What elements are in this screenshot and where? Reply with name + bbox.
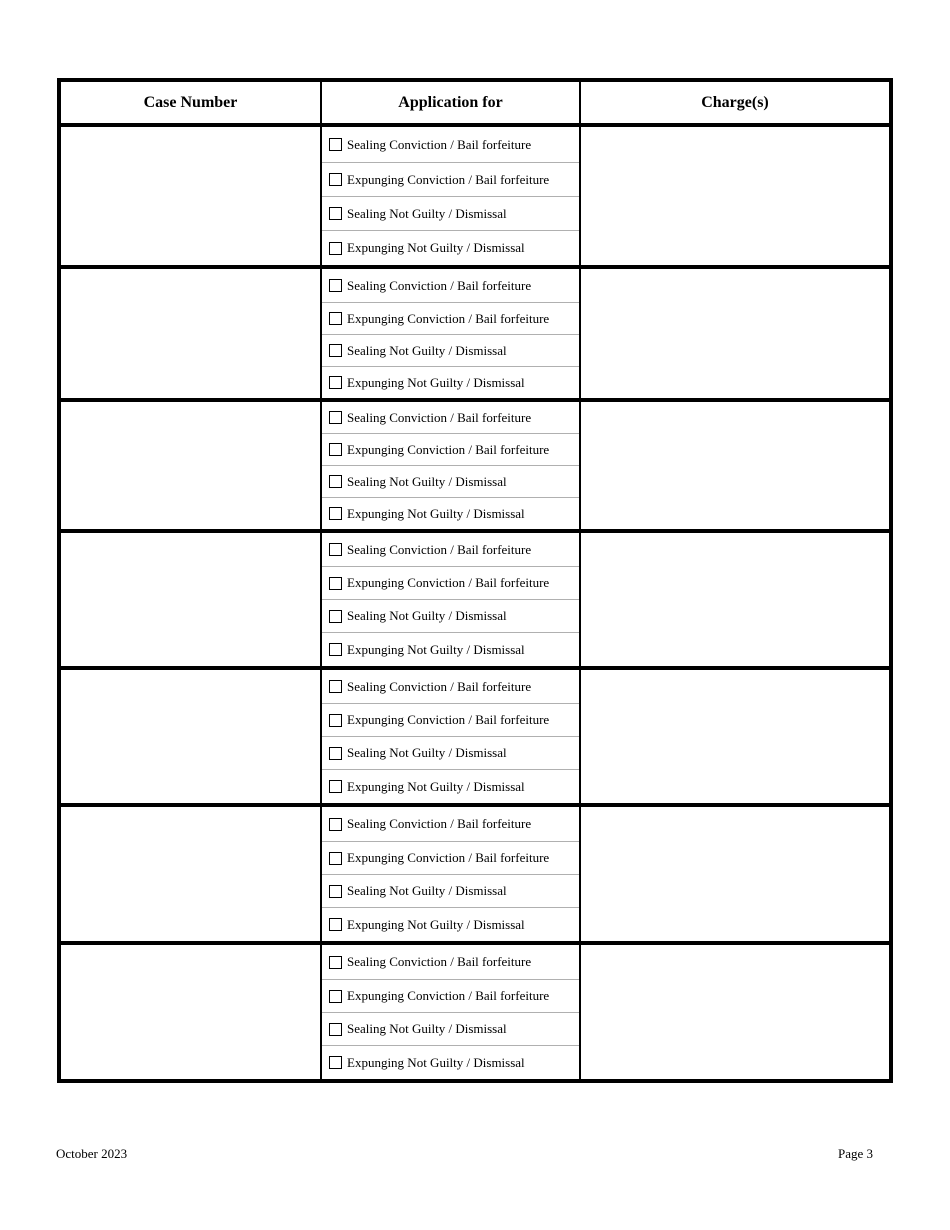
application-option[interactable]	[322, 875, 579, 908]
option-label: Sealing Conviction / Bail forfeiture	[347, 541, 532, 557]
case-number-field[interactable]	[59, 400, 321, 531]
application-option[interactable]	[322, 498, 579, 529]
application-option[interactable]	[322, 269, 579, 303]
charges-field[interactable]	[580, 943, 891, 1081]
application-option[interactable]	[322, 127, 579, 163]
table-row	[59, 267, 891, 400]
option-label: Expunging Not Guilty / Dismissal	[347, 374, 525, 390]
checkbox[interactable]	[329, 173, 342, 186]
option-label: Expunging Not Guilty / Dismissal	[347, 1054, 525, 1070]
application-option[interactable]	[322, 600, 579, 633]
application-for-cell	[321, 668, 580, 805]
application-option[interactable]	[322, 945, 579, 980]
checkbox[interactable]	[329, 138, 342, 151]
option-label: Expunging Conviction / Bail forfeiture	[347, 712, 550, 727]
checkbox[interactable]	[329, 242, 342, 255]
charges-header: Charge(s)	[580, 80, 891, 125]
application-option-list	[322, 269, 579, 398]
application-option[interactable]	[322, 163, 579, 197]
option-label: Expunging Conviction / Bail forfeiture	[347, 988, 550, 1003]
charges-field[interactable]	[580, 531, 891, 668]
charges-field[interactable]	[580, 400, 891, 531]
table-row	[59, 805, 891, 943]
option-label: Sealing Not Guilty / Dismissal	[347, 473, 507, 489]
application-option[interactable]	[322, 1013, 579, 1046]
application-option-list	[322, 533, 579, 666]
application-for-cell	[321, 531, 580, 668]
application-for-cell	[321, 805, 580, 943]
charges-field[interactable]	[580, 267, 891, 400]
application-option[interactable]	[322, 1046, 579, 1079]
checkbox[interactable]	[329, 852, 342, 865]
table-header-row	[59, 80, 891, 125]
case-number-field[interactable]	[59, 531, 321, 668]
option-label: Expunging Not Guilty / Dismissal	[347, 778, 525, 794]
application-option[interactable]	[322, 434, 579, 466]
application-for-cell	[321, 943, 580, 1081]
table-row	[59, 125, 891, 267]
option-label: Sealing Conviction / Bail forfeiture	[347, 136, 532, 152]
application-option-list	[322, 402, 579, 529]
checkbox[interactable]	[329, 956, 342, 969]
application-for-header: Application for	[321, 80, 580, 125]
checkbox[interactable]	[329, 680, 342, 693]
option-label: Sealing Not Guilty / Dismissal	[347, 745, 507, 760]
application-option[interactable]	[322, 533, 579, 567]
checkbox[interactable]	[329, 376, 342, 389]
checkbox[interactable]	[329, 714, 342, 727]
application-option[interactable]	[322, 704, 579, 737]
application-option[interactable]	[322, 402, 579, 434]
charges-field[interactable]	[580, 668, 891, 805]
checkbox[interactable]	[329, 918, 342, 931]
case-application-table	[57, 78, 893, 1083]
application-option[interactable]	[322, 335, 579, 367]
application-for-cell	[321, 400, 580, 531]
table-body	[59, 125, 891, 1081]
application-option[interactable]	[322, 231, 579, 265]
checkbox[interactable]	[329, 344, 342, 357]
option-label: Sealing Not Guilty / Dismissal	[347, 883, 507, 898]
option-label: Sealing Conviction / Bail forfeiture	[347, 816, 532, 831]
application-option-list	[322, 945, 579, 1079]
application-for-cell	[321, 267, 580, 400]
option-label: Sealing Not Guilty / Dismissal	[347, 205, 507, 221]
option-label: Expunging Not Guilty / Dismissal	[347, 916, 525, 932]
application-option[interactable]	[322, 770, 579, 803]
case-number-field[interactable]	[59, 668, 321, 805]
checkbox[interactable]	[329, 411, 342, 424]
application-option[interactable]	[322, 633, 579, 666]
option-label: Expunging Conviction / Bail forfeiture	[347, 850, 550, 865]
application-option[interactable]	[322, 908, 579, 941]
table-row	[59, 943, 891, 1081]
table-row	[59, 668, 891, 805]
checkbox[interactable]	[329, 312, 342, 325]
application-option[interactable]	[322, 980, 579, 1013]
option-label: Sealing Conviction / Bail forfeiture	[347, 954, 532, 969]
application-option-list	[322, 670, 579, 803]
option-label: Sealing Conviction / Bail forfeiture	[347, 277, 532, 293]
checkbox[interactable]	[329, 818, 342, 831]
application-option[interactable]	[322, 466, 579, 498]
option-label: Sealing Not Guilty / Dismissal	[347, 1021, 507, 1036]
checkbox[interactable]	[329, 747, 342, 760]
checkbox[interactable]	[329, 780, 342, 793]
option-label: Sealing Conviction / Bail forfeiture	[347, 409, 532, 425]
option-label: Expunging Conviction / Bail forfeiture	[347, 171, 550, 187]
case-number-field[interactable]	[59, 805, 321, 943]
checkbox[interactable]	[329, 1056, 342, 1069]
option-label: Sealing Not Guilty / Dismissal	[347, 608, 507, 623]
checkbox[interactable]	[329, 1023, 342, 1036]
option-label: Expunging Not Guilty / Dismissal	[347, 641, 525, 657]
footer-page-number: Page 3	[838, 1146, 874, 1161]
application-for-cell	[321, 125, 580, 267]
option-label: Expunging Not Guilty / Dismissal	[347, 240, 525, 255]
application-option[interactable]	[322, 807, 579, 842]
option-label: Expunging Conviction / Bail forfeiture	[347, 575, 550, 590]
checkbox[interactable]	[329, 610, 342, 623]
application-option[interactable]	[322, 197, 579, 231]
option-label: Sealing Conviction / Bail forfeiture	[347, 678, 532, 694]
checkbox[interactable]	[329, 990, 342, 1003]
application-option[interactable]	[322, 737, 579, 770]
footer-date: October 2023	[56, 1146, 128, 1161]
application-option-list	[322, 807, 579, 941]
case-number-header: Case Number	[59, 80, 321, 125]
option-label: Expunging Conviction / Bail forfeiture	[347, 441, 550, 457]
checkbox[interactable]	[329, 543, 342, 556]
charges-field[interactable]	[580, 125, 891, 267]
checkbox[interactable]	[329, 475, 342, 488]
checkbox[interactable]	[329, 443, 342, 456]
table-row	[59, 400, 891, 531]
application-option[interactable]	[322, 303, 579, 335]
application-option[interactable]	[322, 670, 579, 704]
case-number-field[interactable]	[59, 267, 321, 400]
option-label: Sealing Not Guilty / Dismissal	[347, 342, 507, 358]
application-option[interactable]	[322, 842, 579, 875]
checkbox[interactable]	[329, 643, 342, 656]
option-label: Expunging Not Guilty / Dismissal	[347, 505, 525, 521]
case-number-field[interactable]	[59, 943, 321, 1081]
checkbox[interactable]	[329, 885, 342, 898]
case-number-field[interactable]	[59, 125, 321, 267]
checkbox[interactable]	[329, 207, 342, 220]
option-label: Expunging Conviction / Bail forfeiture	[347, 310, 550, 326]
application-option[interactable]	[322, 567, 579, 600]
checkbox[interactable]	[329, 279, 342, 292]
checkbox[interactable]	[329, 577, 342, 590]
application-option[interactable]	[322, 367, 579, 398]
checkbox[interactable]	[329, 507, 342, 520]
application-option-list	[322, 127, 579, 265]
table-row	[59, 531, 891, 668]
charges-field[interactable]	[580, 805, 891, 943]
